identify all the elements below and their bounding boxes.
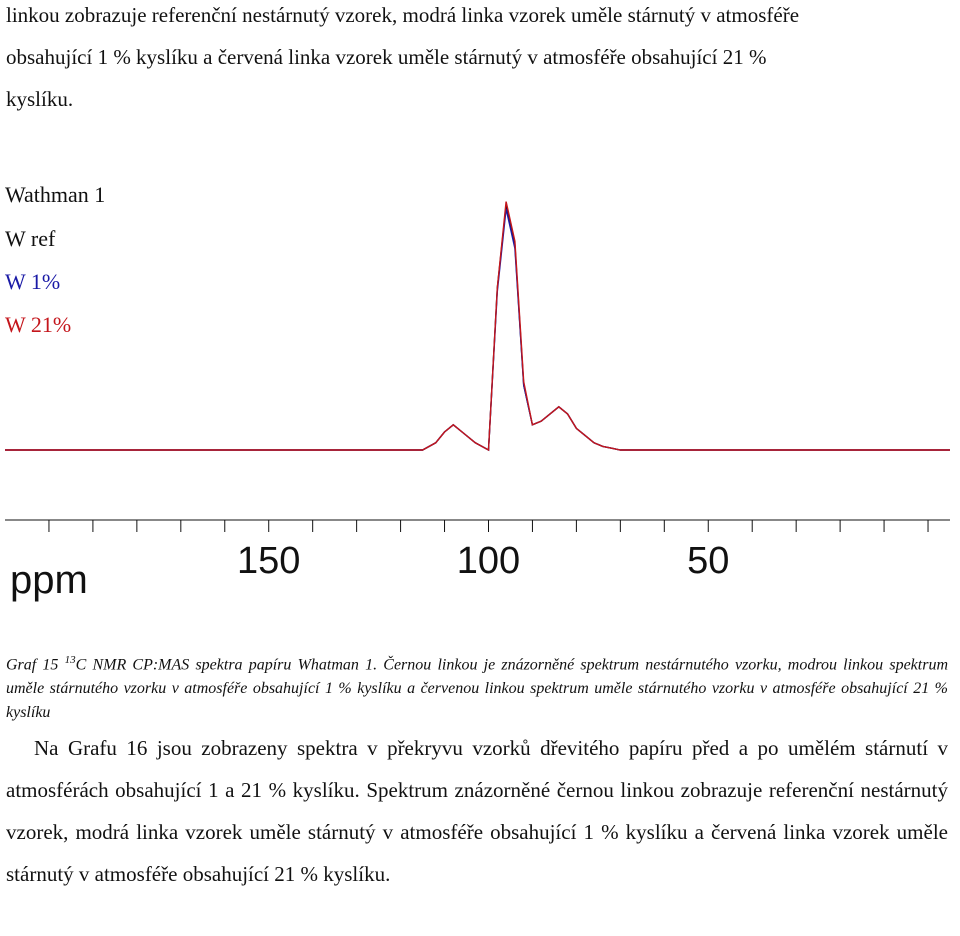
legend-item-w-1: W 1% <box>5 269 61 294</box>
bottom-paragraph: Na Grafu 16 jsou zobrazeny spektra v překryvu vzorků dřevitého papíru před a po umělém stárnutí v atmosférách obsahující 1 a 21 % kyslíku. Spektrum znázorněné černou linkou zobrazuje referenční nestárnutý vzorek, modrá linka vzorek uměle stárnutý v atmosféře obsahující 1 % kyslíku a červená linka vzorek uměle stárnutý v atmosféře obsahující 21 % kyslíku. <box>6 736 948 886</box>
x-axis-label: ppm <box>10 558 88 602</box>
legend-item-w-21: W 21% <box>5 312 72 337</box>
x-tick-label: 150 <box>237 540 301 582</box>
caption-isotope: 13 <box>64 654 76 666</box>
figure-caption <box>6 648 948 725</box>
legend-item-w-ref: W ref <box>5 226 56 251</box>
top-paragraph <box>6 0 948 120</box>
caption-text: C NMR CP:MAS spektra papíru Whatman 1. Černou linkou je znázorněné spektrum nestárnutého vzorku, modrou linkou spektrum uměle stárnutého vzorku v atmosféře obsahující 1 % kyslíku a červenou linkou spektrum uměle stárnutého vzorku v atmosféře obsahující 21 % kyslíku <box>6 656 948 722</box>
series-line-0 <box>5 205 950 450</box>
series-line-2 <box>5 202 950 450</box>
series-line-1 <box>5 209 950 450</box>
top-paragraph-line: obsahující 1 % kyslíku a červená linka vzorek uměle stárnutý v atmosféře obsahující 21 % <box>6 45 767 69</box>
top-paragraph-line: kyslíku. <box>6 87 74 111</box>
top-paragraph-line: linkou zobrazuje referenční nestárnutý vzorek, modrá linka vzorek uměle stárnutý v atmosféře <box>6 3 800 27</box>
x-tick-label: 100 <box>456 540 521 582</box>
x-tick-label: 50 <box>687 540 730 582</box>
legend-title: Wathman 1 <box>5 182 106 207</box>
caption-prefix: Graf 15 <box>6 656 65 674</box>
nmr-spectrum-chart <box>0 150 960 550</box>
